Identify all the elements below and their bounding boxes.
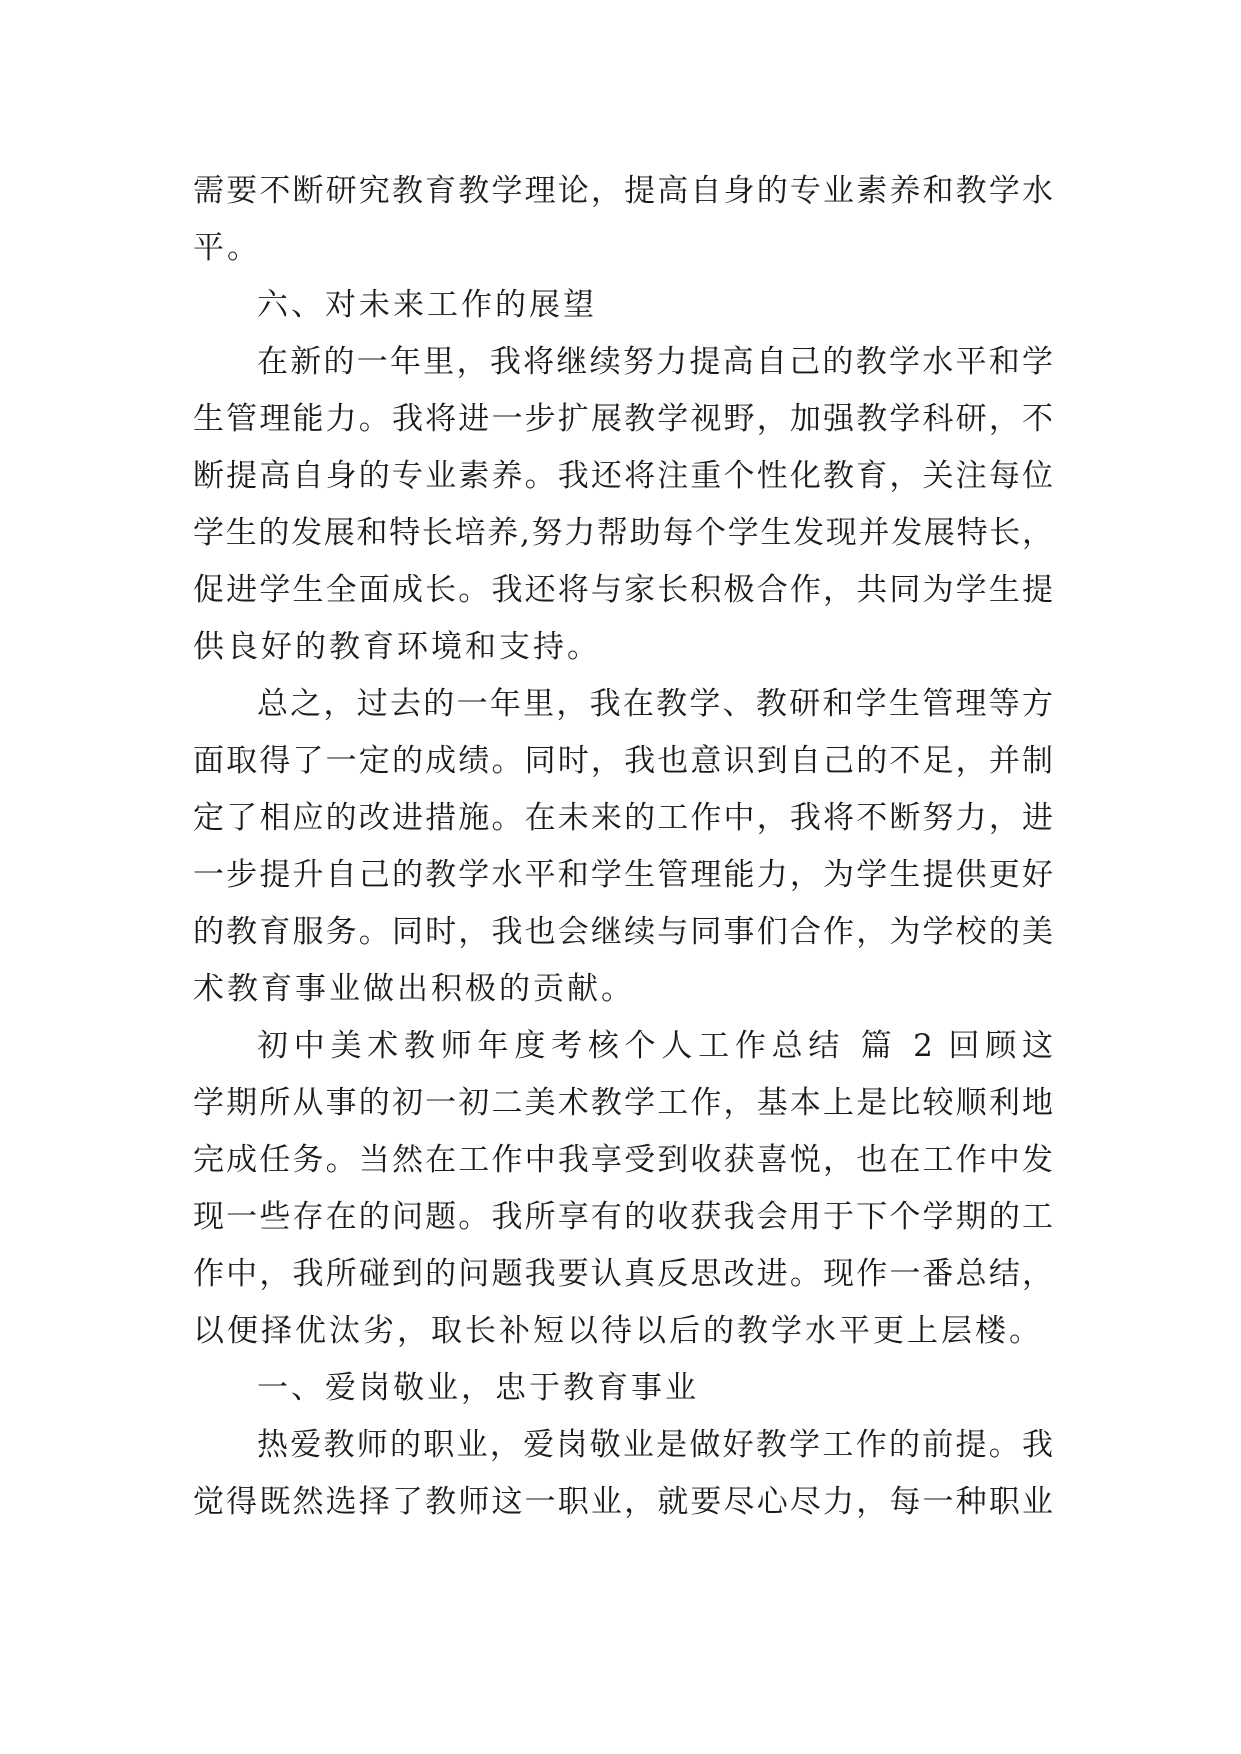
- body-line: 总之，过去的一年里，我在教学、教研和学生管理等方: [257, 686, 1053, 722]
- body-line: 平。: [193, 230, 261, 266]
- body-line: 面取得了一定的成绩。同时，我也意识到自己的不足，并制: [193, 743, 1053, 779]
- body-line: 学期所从事的初一初二美术教学工作，基本上是比较顺利地: [193, 1085, 1053, 1121]
- body-line: 定了相应的改进措施。在未来的工作中，我将不断努力，进: [193, 800, 1053, 836]
- body-line: 生管理能力。我将进一步扩展教学视野，加强教学科研，不: [193, 401, 1053, 437]
- body-line: 供良好的教育环境和支持。: [193, 629, 601, 665]
- body-line: 觉得既然选择了教师这一职业，就要尽心尽力，每一种职业: [193, 1484, 1053, 1520]
- article-title-line: 初中美术教师年度考核个人工作总结 篇 2 回顾这: [257, 1028, 1053, 1064]
- body-line: 术教育事业做出积极的贡献。: [193, 971, 635, 1007]
- body-line: 一步提升自己的教学水平和学生管理能力，为学生提供更好: [193, 857, 1053, 893]
- body-line: 作中，我所碰到的问题我要认真反思改进。现作一番总结，: [193, 1256, 1053, 1292]
- body-line: 需要不断研究教育教学理论，提高自身的专业素养和教学水: [193, 173, 1053, 209]
- section-heading: 六、对未来工作的展望: [257, 287, 597, 323]
- body-line: 在新的一年里，我将继续努力提高自己的教学水平和学: [257, 344, 1053, 380]
- body-line: 现一些存在的问题。我所享有的收获我会用于下个学期的工: [193, 1199, 1053, 1235]
- section-heading: 一、爱岗敬业，忠于教育事业: [257, 1370, 699, 1406]
- body-line: 完成任务。当然在工作中我享受到收获喜悦，也在工作中发: [193, 1142, 1053, 1178]
- document-body: [193, 163, 1053, 1531]
- body-line: 断提高自身的专业素养。我还将注重个性化教育，关注每位: [193, 458, 1053, 494]
- body-line: 以便择优汰劣，取长补短以待以后的教学水平更上层楼。: [193, 1313, 1043, 1349]
- body-line: 的教育服务。同时，我也会继续与同事们合作，为学校的美: [193, 914, 1053, 950]
- body-line: 学生的发展和特长培养,努力帮助每个学生发现并发展特长，: [193, 515, 1053, 551]
- body-line: 促进学生全面成长。我还将与家长积极合作，共同为学生提: [193, 572, 1053, 608]
- body-line: 热爱教师的职业，爱岗敬业是做好教学工作的前提。我: [257, 1427, 1053, 1463]
